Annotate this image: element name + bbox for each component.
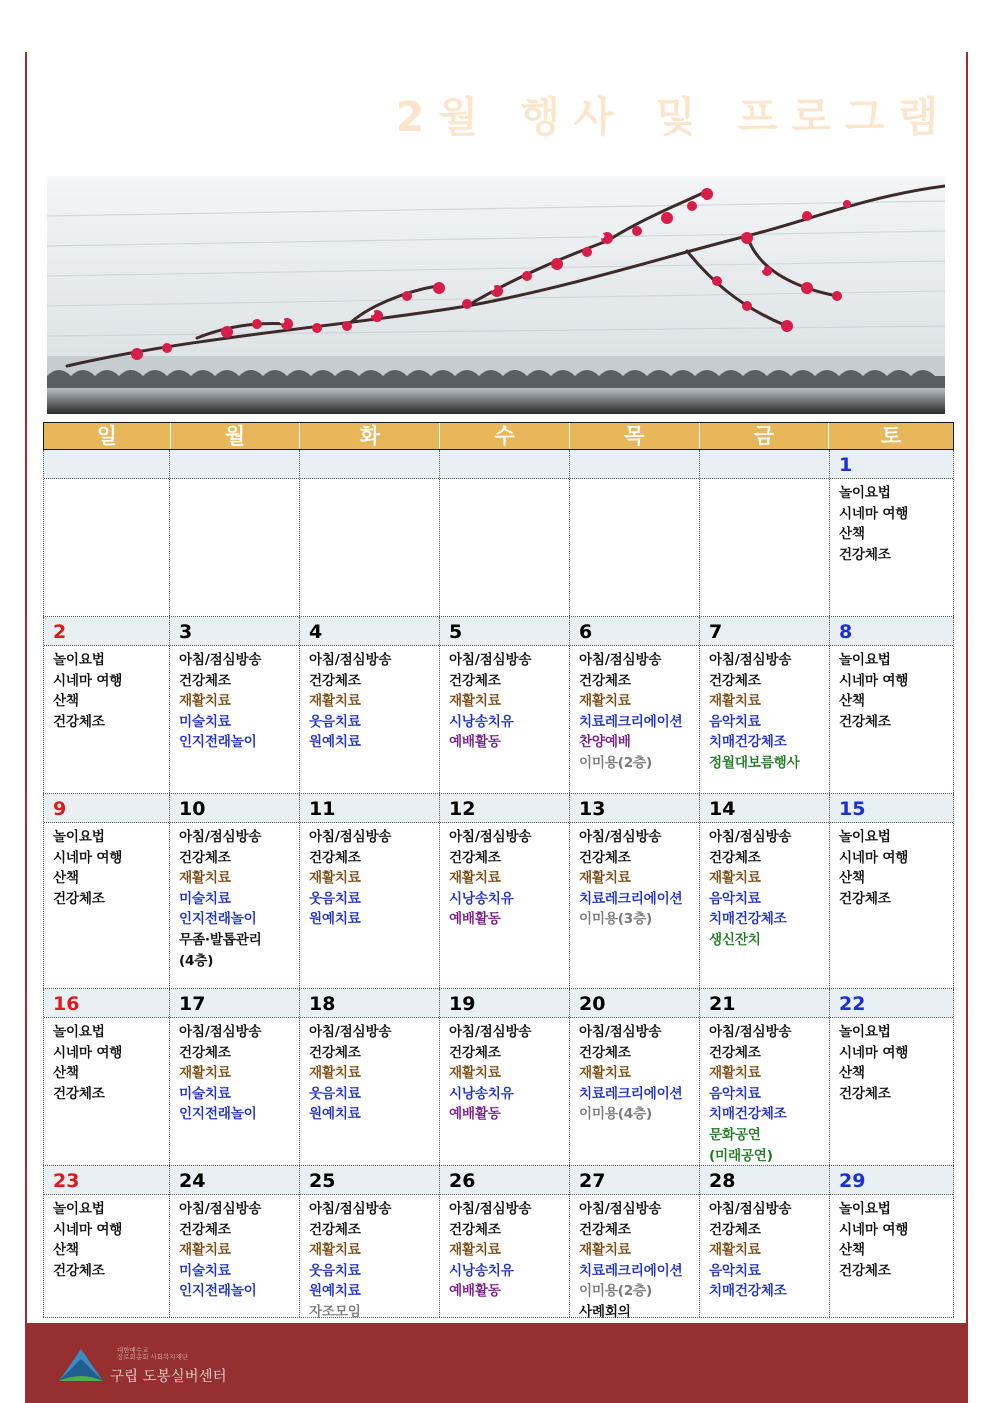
event-item: 문화공연 [709,1126,761,1143]
event-item: 재활치료 [579,1065,631,1082]
event-item: 재활치료 [309,1065,361,1082]
day-cell [300,989,440,1165]
day-cell [440,989,570,1165]
event-item: 건강체조 [179,849,231,866]
event-item: 시네마 여행 [839,849,909,866]
event-item: 예배활동 [449,911,501,928]
event-item: 시네마 여행 [53,849,123,866]
day-number: 7 [700,617,829,646]
event-item: 놀이요법 [53,829,105,845]
event-item: 웃음치료 [309,1262,361,1279]
event-list [570,479,699,483]
event-item: 치료레크리에이션 [579,890,683,907]
event-list [440,1018,569,1125]
day-number: 24 [170,1166,299,1195]
event-item: 건강체조 [449,849,501,866]
event-item: 미술치료 [179,1262,231,1279]
day-number: 2 [44,617,169,646]
event-item: 건강체조 [449,1044,501,1061]
event-list [44,823,169,909]
event-item: 무좀·발톱관리 [179,931,262,948]
event-item: 미술치료 [179,713,231,730]
event-item: 미술치료 [179,890,231,907]
event-item: 놀이요법 [53,1024,105,1040]
day-cell [570,450,700,616]
event-list [44,479,169,483]
event-item: 재활치료 [309,1242,361,1259]
day-cell [830,794,954,988]
event-list [830,1195,953,1281]
day-number [170,450,299,479]
day-number: 8 [830,617,953,646]
event-item: 건강체조 [709,849,761,866]
event-item: 놀이요법 [839,829,891,845]
event-list [44,646,169,732]
event-item: 웃음치료 [309,1085,361,1102]
day-number [700,450,829,479]
event-item: 산책 [839,870,865,887]
event-item: 건강체조 [839,1085,891,1102]
event-item: 아침/점심방송 [449,829,532,845]
event-item: 산책 [839,526,865,543]
event-item: 산책 [53,870,79,887]
day-number: 26 [440,1166,569,1195]
org-name: 구립 도봉실버센터 [110,1369,227,1385]
event-item: 건강체조 [839,890,891,907]
day-cell [830,989,954,1165]
day-number: 25 [300,1166,439,1195]
week-row [43,1166,954,1318]
event-item: 시낭송치유 [449,890,514,907]
day-cell [440,1166,570,1317]
event-item: 치매건강체조 [709,734,787,751]
event-list [700,823,829,951]
event-list [700,1018,829,1166]
event-item: 건강체조 [179,1221,231,1238]
day-number [300,450,439,479]
day-cell [300,450,440,616]
event-item: 건강체조 [53,713,105,730]
event-item: 재활치료 [449,693,501,710]
day-cell [440,617,570,793]
event-item: 아침/점심방송 [709,1024,792,1040]
event-item: 놀이요법 [839,1201,891,1217]
event-item: 놀이요법 [53,652,105,668]
event-item: 재활치료 [179,1242,231,1259]
event-item: (미래공연) [709,1147,773,1164]
event-item: 이미용(3층) [579,911,653,928]
day-cell [170,794,300,988]
event-list [570,823,699,930]
event-item: 건강체조 [179,1044,231,1061]
event-item: 산책 [53,693,79,710]
event-item: 건강체조 [709,672,761,689]
event-item: 건강체조 [53,1262,105,1279]
event-item: 아침/점심방송 [579,1201,662,1217]
day-cell [440,794,570,988]
day-cell [300,1166,440,1320]
day-number: 21 [700,989,829,1018]
event-item: 시네마 여행 [839,672,909,689]
day-number: 23 [44,1166,169,1195]
event-item: 산책 [839,1065,865,1082]
event-item: 시네마 여행 [53,1221,123,1238]
event-item: 재활치료 [449,1242,501,1259]
event-list [170,1195,299,1302]
weekday-fri: 금 [700,423,830,449]
event-list [44,1195,169,1281]
day-number: 27 [570,1166,699,1195]
event-list [830,1018,953,1104]
event-item: 인지전래놀이 [179,911,257,928]
event-item: 재활치료 [449,1065,501,1082]
event-item: 건강체조 [579,1044,631,1061]
event-item: 놀이요법 [839,652,891,668]
day-cell [43,989,170,1165]
day-cell [700,794,830,988]
event-item: 생신잔치 [709,931,761,948]
event-item: 인지전래놀이 [179,1283,257,1300]
event-item: 재활치료 [579,870,631,887]
week-row [43,617,954,794]
event-item: 이미용(2층) [579,1283,653,1300]
page-title: 2월 행사 및 프로그램 [395,93,952,141]
event-item: 음악치료 [709,1262,761,1279]
event-list [170,646,299,753]
event-list [440,823,569,930]
event-item: 산책 [839,693,865,710]
day-cell [570,1166,700,1320]
day-cell [43,1166,170,1317]
event-item: 재활치료 [709,1242,761,1259]
day-cell [440,450,570,616]
event-list [300,479,439,483]
event-item: 시네마 여행 [839,1044,909,1061]
day-number: 6 [570,617,699,646]
event-list [300,823,439,930]
event-item: 이미용(2층) [579,754,653,771]
day-number: 4 [300,617,439,646]
day-number: 3 [170,617,299,646]
day-number: 22 [830,989,953,1018]
event-item: 아침/점심방송 [449,1024,532,1040]
event-list [570,1018,699,1125]
event-item: 인지전래놀이 [179,1106,257,1123]
calendar-grid [43,450,954,1318]
event-item: 원예치료 [309,1106,361,1123]
event-item: 재활치료 [709,870,761,887]
event-item: 아침/점심방송 [709,829,792,845]
day-cell [43,794,170,988]
event-list [300,1018,439,1125]
week-row [43,450,954,617]
day-cell [300,617,440,793]
event-list [170,823,299,971]
day-number: 18 [300,989,439,1018]
day-number: 11 [300,794,439,823]
event-list [300,646,439,753]
event-list [700,1195,829,1302]
event-item: 재활치료 [179,693,231,710]
org-small-text [117,1347,188,1361]
day-number [440,450,569,479]
day-cell [300,794,440,988]
event-list [830,479,953,565]
day-number: 20 [570,989,699,1018]
day-number: 1 [830,450,953,479]
event-item: 원예치료 [309,911,361,928]
event-item: 음악치료 [709,890,761,907]
event-item: 시네마 여행 [839,505,909,522]
day-cell [700,617,830,793]
event-item: 아침/점심방송 [179,1201,262,1217]
event-item: 건강체조 [579,849,631,866]
day-number [44,450,169,479]
event-list [170,1018,299,1125]
event-list [830,823,953,909]
event-item: 음악치료 [709,713,761,730]
day-number: 12 [440,794,569,823]
event-item: 건강체조 [53,1085,105,1102]
day-number: 17 [170,989,299,1018]
event-item: 자조모임 [309,1303,361,1320]
event-item: 건강체조 [449,672,501,689]
event-item: 건강체조 [709,1044,761,1061]
event-item: 아침/점심방송 [179,829,262,845]
event-item: 재활치료 [579,1242,631,1259]
event-item: 건강체조 [179,672,231,689]
event-item: 찬양예배 [579,734,631,751]
day-cell [170,989,300,1165]
event-item: 치매건강체조 [709,1283,787,1300]
day-cell [570,617,700,793]
event-item: 아침/점심방송 [179,652,262,668]
day-number: 28 [700,1166,829,1195]
event-item: 시낭송치유 [449,713,514,730]
event-list [440,1195,569,1302]
event-item: 아침/점심방송 [309,1024,392,1040]
day-cell [570,989,700,1165]
event-item: 아침/점심방송 [309,652,392,668]
event-item: 아침/점심방송 [709,652,792,668]
day-number: 29 [830,1166,953,1195]
event-item: 웃음치료 [309,713,361,730]
weekday-sat: 토 [880,424,902,448]
event-item: 인지전래놀이 [179,734,257,751]
event-list [440,646,569,753]
event-item: 건강체조 [709,1221,761,1238]
day-cell [830,450,954,616]
event-item: 사례회의 [579,1303,631,1320]
day-cell [700,450,830,616]
weekday-sun: 일 [44,423,171,449]
event-item: 건강체조 [449,1221,501,1238]
event-list [700,646,829,774]
event-item: 건강체조 [309,1221,361,1238]
day-number: 16 [44,989,169,1018]
event-item: 아침/점심방송 [449,1201,532,1217]
day-number: 19 [440,989,569,1018]
event-item: 건강체조 [579,1221,631,1238]
event-item: 아침/점심방송 [579,829,662,845]
event-item: 산책 [53,1242,79,1259]
plum-blossom-banner-image [47,176,945,414]
event-list [44,1018,169,1104]
event-item: 아침/점심방송 [309,1201,392,1217]
event-list [700,479,829,483]
org-small-line-1: 대한예수교 [117,1346,149,1354]
day-cell [830,617,954,793]
day-cell [170,450,300,616]
event-item: 건강체조 [579,672,631,689]
weekday-mon: 월 [171,423,301,449]
event-item: 놀이요법 [839,1024,891,1040]
event-item: 예배활동 [449,734,501,751]
event-item: 놀이요법 [839,485,891,501]
event-item: 건강체조 [53,890,105,907]
event-item: 재활치료 [449,870,501,887]
day-cell [170,1166,300,1317]
event-item: 아침/점심방송 [579,652,662,668]
day-cell [830,1166,954,1317]
event-item: 아침/점심방송 [309,829,392,845]
day-cell [700,989,830,1165]
event-item: 시낭송치유 [449,1262,514,1279]
org-small-line-2: 장로회총회 사회복지재단 [117,1353,189,1361]
event-list [300,1195,439,1323]
event-item: 웃음치료 [309,890,361,907]
day-cell [570,794,700,988]
event-item: 산책 [839,1242,865,1259]
event-item: 건강체조 [309,1044,361,1061]
event-item: 원예치료 [309,734,361,751]
event-item: 치매건강체조 [709,1106,787,1123]
weekday-header-row [43,422,954,450]
day-number: 5 [440,617,569,646]
weekday-tue: 화 [300,423,440,449]
day-cell [170,617,300,793]
event-item: 놀이요법 [53,1201,105,1217]
event-item: 아침/점심방송 [449,652,532,668]
event-item: 재활치료 [309,693,361,710]
event-list [440,479,569,483]
event-item: 건강체조 [839,546,891,563]
event-item: 산책 [53,1065,79,1082]
event-item: 재활치료 [179,870,231,887]
day-cell [700,1166,830,1317]
event-item: 재활치료 [579,693,631,710]
event-item: 아침/점심방송 [709,1201,792,1217]
day-cell [43,450,170,616]
day-number [570,450,699,479]
mountain-logo-icon [57,1345,105,1385]
org-logo [57,1345,257,1390]
event-item: 건강체조 [309,849,361,866]
day-cell [43,617,170,793]
event-item: 시네마 여행 [53,672,123,689]
day-number: 9 [44,794,169,823]
event-item: 치료레크리에이션 [579,1085,683,1102]
event-item: 재활치료 [309,870,361,887]
event-list [830,646,953,732]
event-item: 치료레크리에이션 [579,1262,683,1279]
event-item: 치료레크리에이션 [579,713,683,730]
week-row [43,794,954,989]
event-item: 아침/점심방송 [579,1024,662,1040]
day-number: 13 [570,794,699,823]
event-item: 예배활동 [449,1283,501,1300]
event-item: 미술치료 [179,1085,231,1102]
event-item: 재활치료 [709,693,761,710]
event-item: (4층) [179,952,214,969]
event-item: 건강체조 [309,672,361,689]
day-number: 15 [830,794,953,823]
event-item: 시낭송치유 [449,1085,514,1102]
event-item: 정월대보름행사 [709,754,800,771]
event-item: 재활치료 [709,1065,761,1082]
event-item: 예배활동 [449,1106,501,1123]
event-item: 이미용(4층) [579,1106,653,1123]
event-item: 아침/점심방송 [179,1024,262,1040]
event-item: 건강체조 [839,713,891,730]
event-item: 재활치료 [179,1065,231,1082]
event-list [570,646,699,774]
event-item: 원예치료 [309,1283,361,1300]
weekday-wed: 수 [440,423,570,449]
event-list [570,1195,699,1323]
week-row [43,989,954,1166]
weekday-thu: 목 [570,423,700,449]
event-item: 시네마 여행 [839,1221,909,1238]
day-number: 10 [170,794,299,823]
event-list [170,479,299,483]
event-item: 음악치료 [709,1085,761,1102]
day-number: 14 [700,794,829,823]
event-item: 치매건강체조 [709,911,787,928]
event-item: 시네마 여행 [53,1044,123,1061]
event-item: 건강체조 [839,1262,891,1279]
